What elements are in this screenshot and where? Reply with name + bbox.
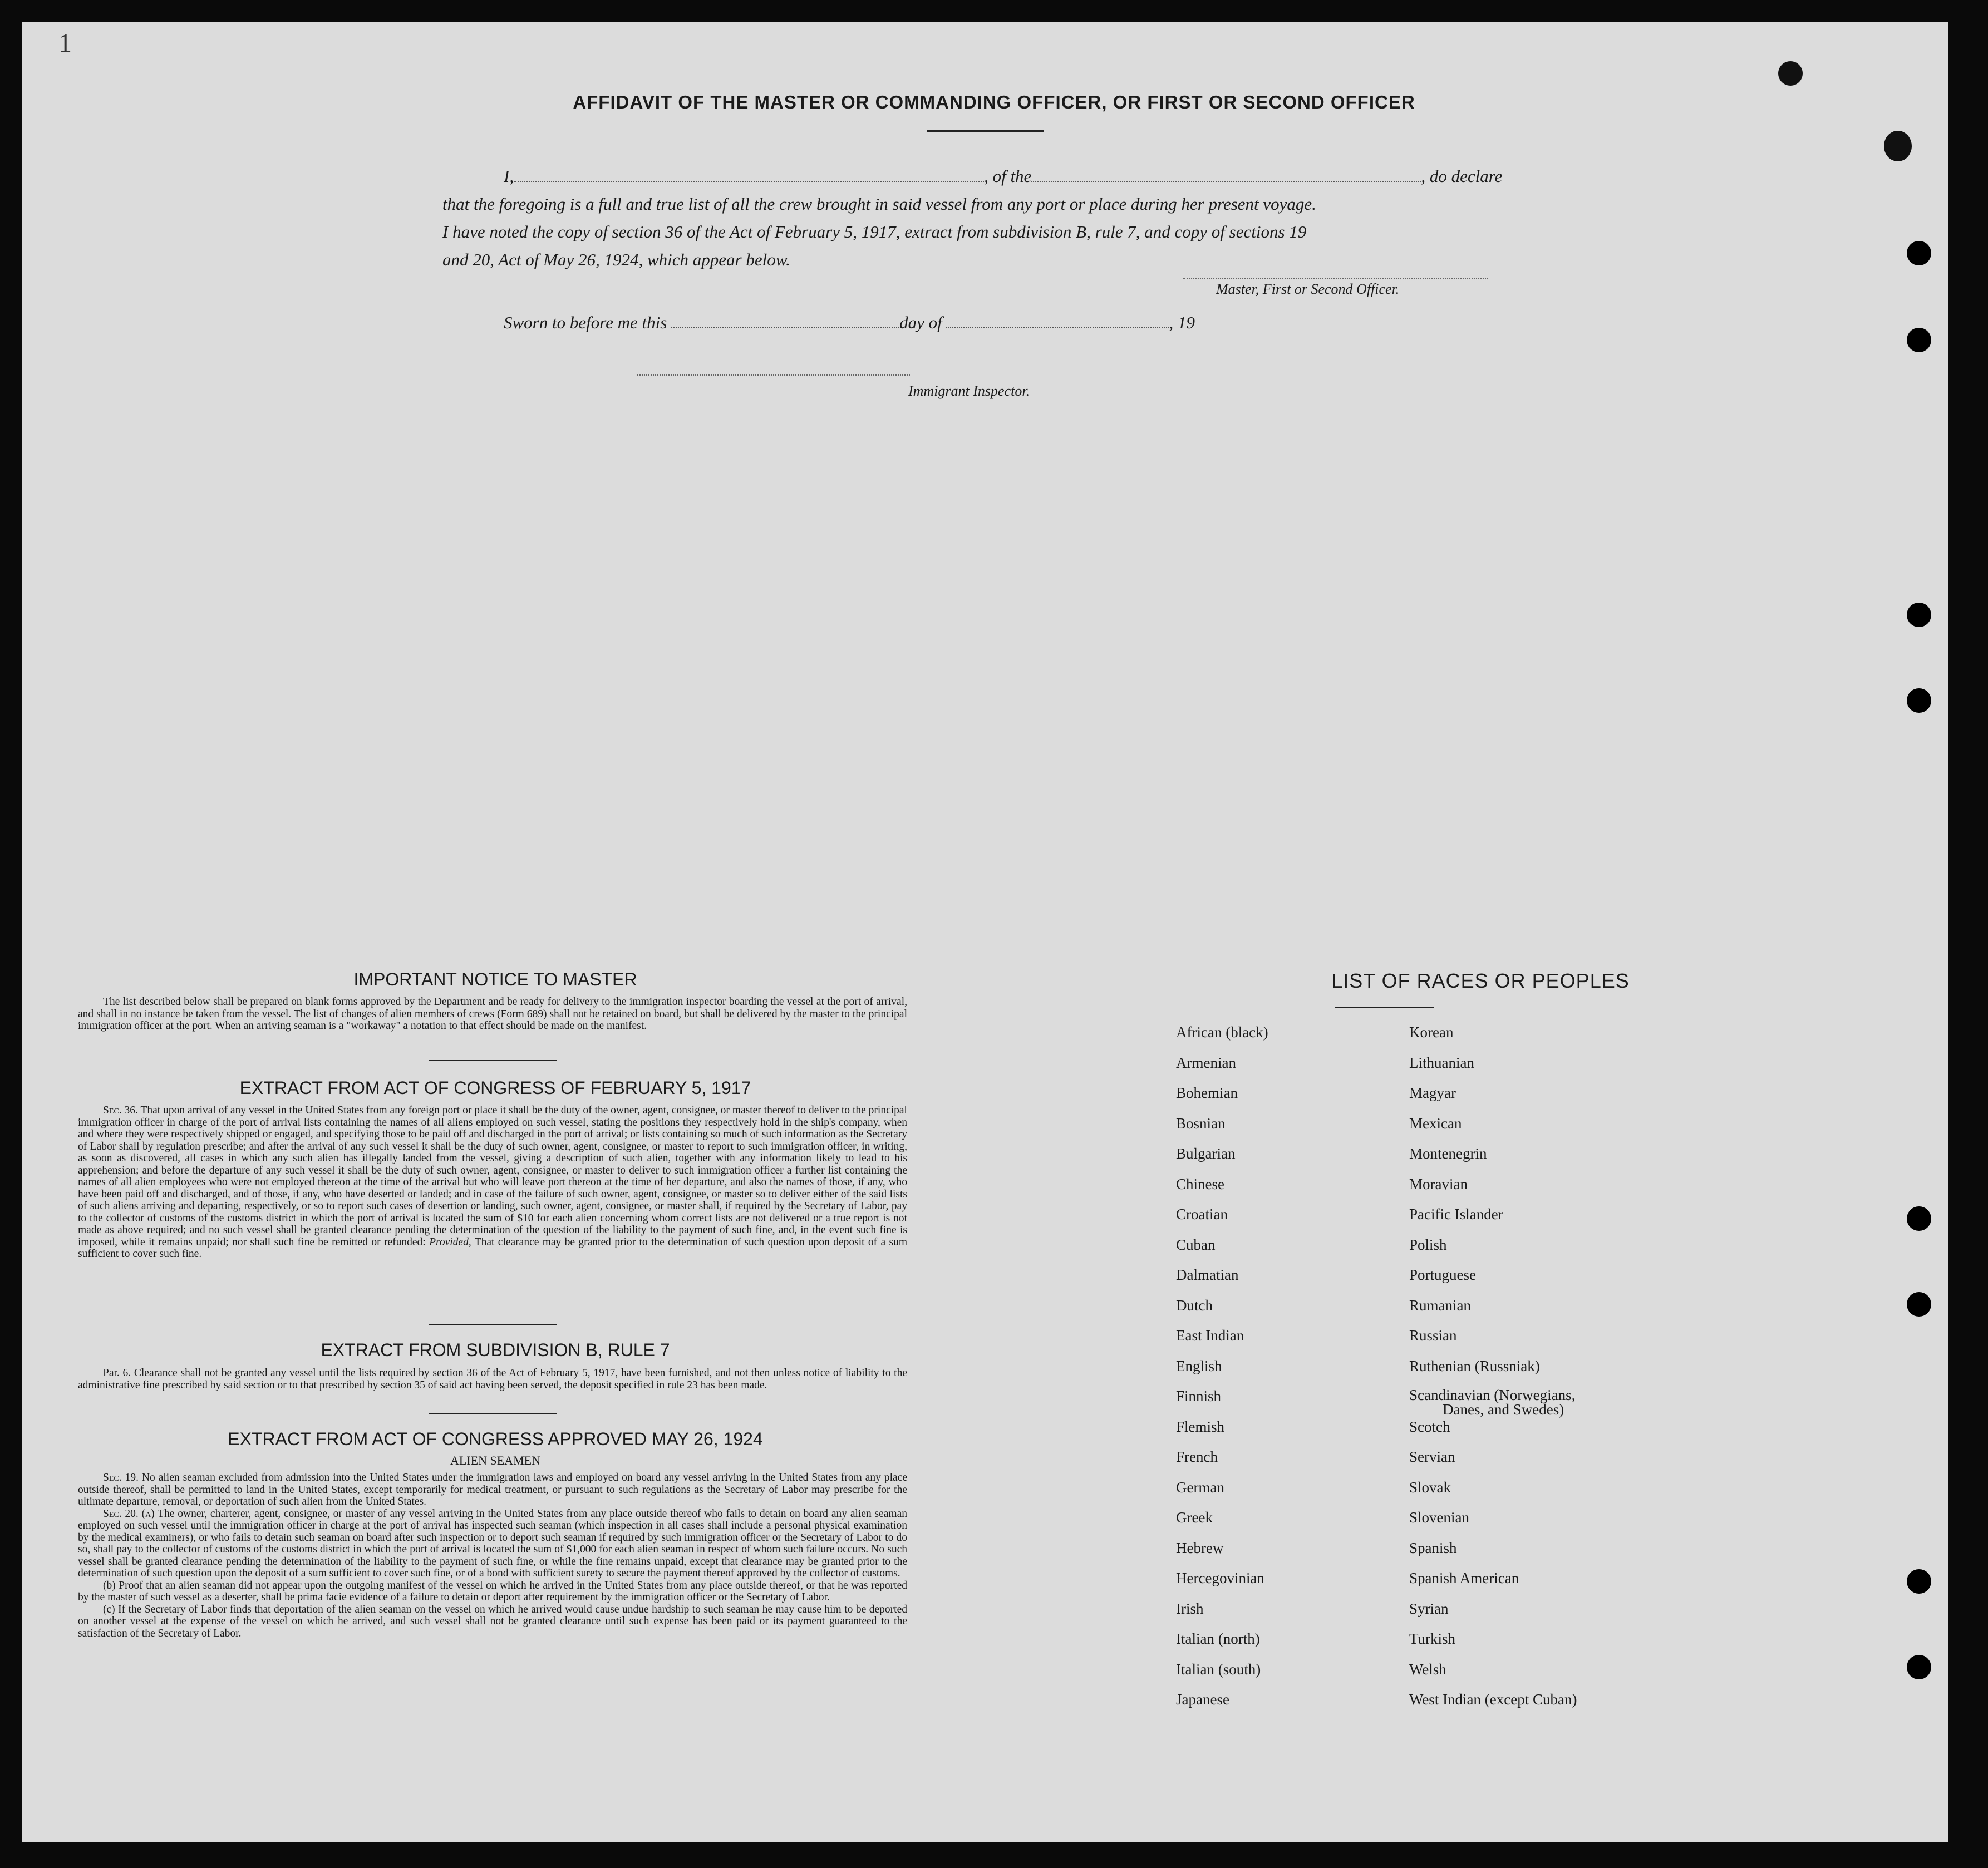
race-item: Portuguese: [1409, 1266, 1476, 1283]
race-item: Lithuanian: [1409, 1054, 1474, 1071]
race-item: Flemish: [1176, 1418, 1225, 1435]
race-item: West Indian (except Cuban): [1409, 1691, 1577, 1708]
affidavit-line-3: I have noted the copy of section 36 of the Act of February 5, 1917, extract from subdivision B, rule 7, and copy of sections 19: [442, 222, 1307, 241]
affidavit-statement: [442, 162, 1508, 274]
section-divider: [429, 1413, 557, 1414]
sworn-year: , 19: [1169, 313, 1195, 332]
extract-1924-text: [78, 1472, 907, 1639]
race-item: Syrian: [1409, 1600, 1449, 1617]
race-item: Irish: [1176, 1600, 1204, 1617]
race-item: Pacific Islander: [1409, 1206, 1503, 1223]
notice-paragraph: The list described below shall be prepared on blank forms approved by the Department and be ready for delivery to the immigration inspector boarding the vessel at the port of arrival, and shall in no instance be taken from the vessel. The list of changes of alien members of crews (Form 689) shall not be retained on board, but shall be delivered by the master to the principal immigration officer at the port. When an arriving seaman is a "workaway" a notation to that effect should be made on the manifest.: [78, 996, 907, 1032]
race-item: Russian: [1409, 1327, 1457, 1344]
race-item: Slovenian: [1409, 1509, 1469, 1526]
races-divider: [1335, 1007, 1434, 1008]
race-item: Slovak: [1409, 1478, 1451, 1496]
extract-1917-title: EXTRACT FROM ACT OF CONGRESS OF FEBRUARY 5, 1917: [239, 1078, 751, 1098]
sworn-line: [504, 313, 1195, 333]
punch-hole: [1907, 1292, 1931, 1317]
race-item: Turkish: [1409, 1630, 1456, 1647]
punch-hole: [1907, 1655, 1931, 1679]
races-column-2: [1409, 1024, 1577, 1722]
affidavit-of-the: , of the: [984, 166, 1032, 186]
race-item: African (black): [1176, 1024, 1268, 1041]
race-item: Italian (north): [1176, 1630, 1260, 1647]
race-item-line: Danes, and Swedes): [1443, 1401, 1564, 1418]
affidavit-i: I,: [504, 166, 514, 186]
race-item: Welsh: [1409, 1660, 1446, 1678]
race-item: Armenian: [1176, 1054, 1236, 1071]
race-item: Italian (south): [1176, 1660, 1261, 1678]
race-item: Bohemian: [1176, 1085, 1238, 1101]
extract-1924-title: EXTRACT FROM ACT OF CONGRESS APPROVED MAY 26, 1924: [228, 1429, 763, 1449]
race-item: Hebrew: [1176, 1539, 1224, 1556]
provided-word: Provided,: [429, 1236, 471, 1248]
race-item: Dalmatian: [1176, 1266, 1239, 1283]
race-item: German: [1176, 1478, 1224, 1496]
sec-20-label: Sec. 20. (a): [103, 1507, 155, 1520]
race-item: Greek: [1176, 1509, 1213, 1526]
affidavit-line-4: and 20, Act of May 26, 1924, which appear below.: [442, 250, 790, 269]
rule-7-title: EXTRACT FROM SUBDIVISION B, RULE 7: [321, 1340, 670, 1360]
punch-hole: [1907, 1206, 1931, 1231]
vessel-blank[interactable]: [1031, 181, 1421, 182]
extract-1917-text: [78, 1105, 907, 1260]
punch-hole: [1907, 688, 1931, 713]
affidavit-title: AFFIDAVIT OF THE MASTER OR COMMANDING OFFICER, OR FIRST OR SECOND OFFICER: [573, 92, 1415, 112]
race-item: Magyar: [1409, 1085, 1456, 1101]
sec-20b-text: (b) Proof that an alien seaman did not appear upon the outgoing manifest of the vessel on which he arrived in the United States from any place outside thereof, or that he was reported by the master of such vessel as a deserter, shall be prima facie evidence of a failure to detain or deport after requirement by the immigration officer or the Secretary of Labor.: [78, 1579, 907, 1603]
race-item: Cuban: [1176, 1236, 1216, 1253]
races-column-1: [1176, 1024, 1268, 1722]
race-item: Chinese: [1176, 1175, 1224, 1192]
race-item: Scotch: [1409, 1418, 1450, 1435]
sworn-day-blank[interactable]: [671, 327, 899, 328]
ink-blot: [1884, 131, 1912, 161]
race-item: Servian: [1409, 1448, 1455, 1465]
race-item: Japanese: [1176, 1691, 1229, 1708]
race-item: Dutch: [1176, 1297, 1213, 1314]
sec-20c-text: (c) If the Secretary of Labor finds that deportation of the alien seaman on the vessel on which he arrived would cause undue hardship to such seaman he may cause him to be deported on another vessel at the expense of the vessel on which he arrived, and such vessel shall not be granted clearance until such expense has been paid or its payment guaranteed to the satisfaction of the Secretary of Labor.: [78, 1603, 907, 1639]
sworn-prefix: Sworn to before me this: [504, 313, 667, 332]
inspector-signature-line[interactable]: [637, 374, 910, 376]
race-item: Bulgarian: [1176, 1145, 1236, 1162]
sec-19-text: No alien seaman excluded from admission into the United States under the immigration laws and employed on board any vessel arriving in the United States from any place outside thereof, shall be permitted to land in the United States, except temporarily for medical treatment, or pursuant to such regulations as the Secretary of Labor may prescribe for the ultimate departure, removal, or deportation of such alien from the United States.: [78, 1472, 907, 1507]
rule-7-text: [78, 1367, 907, 1391]
affidavit-declare: , do declare: [1421, 166, 1503, 186]
race-item: Spanish American: [1409, 1570, 1519, 1586]
race-item: Spanish: [1409, 1539, 1457, 1556]
race-item: Polish: [1409, 1236, 1447, 1253]
section-divider: [429, 1060, 557, 1061]
race-item: Ruthenian (Russniak): [1409, 1357, 1540, 1374]
ink-blot: [1778, 61, 1803, 86]
sec-20a-text: The owner, charterer, agent, consignee, or master of any vessel arriving in the United States from any place outside thereof who fails to detain on board any alien seaman employed on such vessel until the immigration officer in charge at the port of arrival has inspected such seaman (which inspection in all cases shall include a personal physical examination by the medical examiners), or who fails to detain such seaman on board after such inspection or to deport such seaman if required by such immigration officer or the Secretary of Labor to do so, shall pay to the collector of customs of the customs district in which the port of arrival is located the sum of $1,000 for each alien seaman in respect of whom such failure occurs. No such vessel shall be granted clearance pending the determination of the liability to the payment of such fine, or while the fine remains unpaid, except that clearance may be granted prior to the determination of such question upon the deposit of a sum sufficient to cover such fine, or of a bond with sufficient surety to secure the payment thereof approved by the collector of customs.: [78, 1507, 907, 1579]
punch-hole: [1907, 241, 1931, 265]
sec-36-text: That upon arrival of any vessel in the United States from any foreign port or place it shall be the duty of the owner, agent, consignee, or master thereof to deliver to the principal immigration officer in charge of the port of arrival lists containing the names of all aliens employed on such vessel, stating the positions they respectively hold in the ship's company, when and where they were respectively shipped or engaged, and specifying those to be paid off and discharged in the port of arrival; or lists containing so much of such information as the Secretary of Labor shall by regulation prescribe; and after the arrival of any such vessel it shall be the duty of such owner, agent, consignee, or master to report to such immigration officer, in writing, as soon as discovered, all cases in which any such alien has illegally landed from the vessel, giving a description of such alien, together with any information likely to lead to his apprehension; and before the departure of any such vessel it shall be the duty of such owner, agent, consignee, or master to deliver to such immigration officer a further list containing the names of all alien employees who were not employed thereon at the time of the arrival but who will leave port thereon at the time of her departure, and also the names of those, if any, who have been paid off and discharged, and of those, if any, who have deserted or landed; and in case of the failure of such owner, agent, consignee, or master so to deliver either of the said lists of such aliens arriving and departing, respectively, or so to report such cases of desertion or landing, such owner, agent, consignee, or master shall, if required by the Secretary of Labor, pay to the collector of customs of the customs district in which the port of arrival is located the sum of $10 for each alien concerning whom correct lists are not delivered or a true report is not made as above required; and no such vessel shall be granted clearance pending the determination of the question of the liability to the payment of such fine, and, in the event such fine is imposed, while it remains unpaid; nor shall such fine be remitted or refunded:: [78, 1105, 907, 1248]
race-item: Finnish: [1176, 1388, 1222, 1404]
race-item: Bosnian: [1176, 1115, 1226, 1132]
race-item: English: [1176, 1357, 1222, 1374]
punch-hole: [1907, 1569, 1931, 1594]
punch-hole: [1907, 603, 1931, 627]
sworn-day-of: day of: [899, 313, 942, 332]
race-item: French: [1176, 1448, 1218, 1465]
sec-36-label: Sec. 36.: [103, 1105, 138, 1116]
master-signature-line[interactable]: [1183, 278, 1488, 279]
affidavit-line-2: that the foregoing is a full and true list of all the crew brought in said vessel from any port or place during her present voyage.: [442, 194, 1316, 214]
notice-title: IMPORTANT NOTICE TO MASTER: [353, 969, 637, 989]
race-item-scandinavian: [1409, 1388, 1577, 1418]
section-divider: [429, 1324, 557, 1325]
alien-seamen-subtitle: ALIEN SEAMEN: [450, 1453, 540, 1467]
race-item: Montenegrin: [1409, 1145, 1487, 1162]
sworn-month-blank[interactable]: [946, 327, 1169, 328]
race-item: Croatian: [1176, 1206, 1228, 1223]
inspector-signature-label: Immigrant Inspector.: [908, 383, 1030, 399]
race-item: East Indian: [1176, 1327, 1244, 1344]
sec-19-label: Sec. 19.: [103, 1472, 139, 1483]
corner-mark: 1: [58, 28, 72, 58]
rule-7-paragraph: Par. 6. Clearance shall not be granted any vessel until the lists required by section 36 of the Act of February 5, 1917, have been furnished, and not then unless notice of liability to the administrative fine prescribed by said section or to that prescribed by section 35 of said act having been served, the deposit specified in rule 23 has been made.: [78, 1367, 907, 1391]
title-divider: [927, 130, 1044, 132]
race-item-line: Scandinavian (Norwegians,: [1409, 1387, 1576, 1403]
sec-36-end: That clearance may be granted prior to the determination of such question upon deposit of a sum sufficient to cover such fine.: [78, 1236, 907, 1260]
race-item: Rumanian: [1409, 1297, 1471, 1314]
name-blank[interactable]: [514, 181, 984, 182]
race-item: Hercegovinian: [1176, 1570, 1264, 1586]
notice-text: [78, 996, 907, 1032]
race-item: Mexican: [1409, 1115, 1462, 1132]
master-signature-label: Master, First or Second Officer.: [1216, 281, 1400, 297]
punch-hole: [1907, 328, 1931, 352]
race-item: Korean: [1409, 1024, 1454, 1041]
races-title: LIST OF RACES OR PEOPLES: [1331, 969, 1630, 992]
race-item: Moravian: [1409, 1175, 1468, 1192]
